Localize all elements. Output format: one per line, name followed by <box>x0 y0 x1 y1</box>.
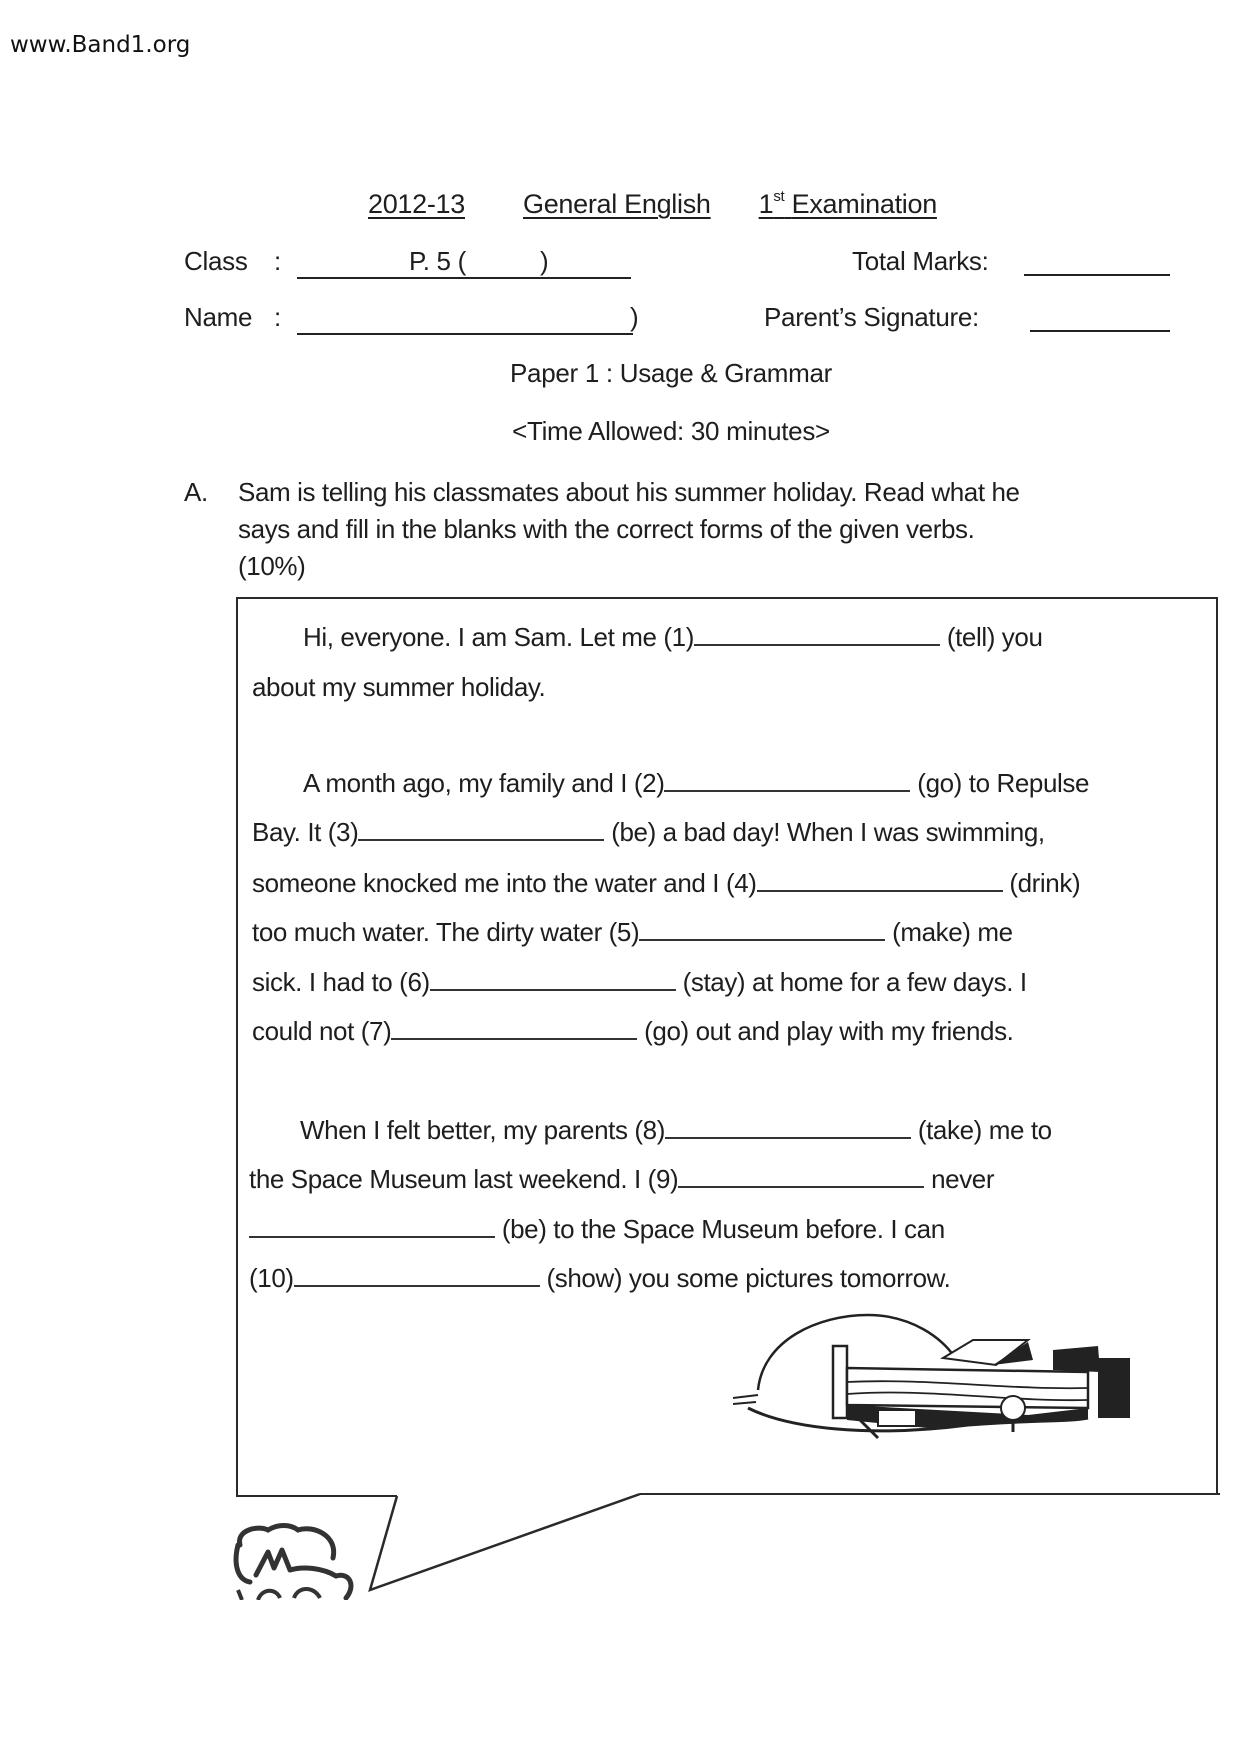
blank-2[interactable] <box>664 768 910 792</box>
blank-10[interactable] <box>294 1263 540 1287</box>
passage-line-1 <box>303 622 1043 653</box>
class-label: Class <box>184 246 248 276</box>
exam-name <box>759 188 937 220</box>
speech-bubble-bottom-right <box>640 1493 1220 1495</box>
passage-text: (show) you some pictures tomorrow. <box>539 1263 951 1293</box>
passage-text: sick. I had to (6) <box>252 967 430 997</box>
passage-line-11 <box>249 1214 945 1245</box>
class-value-close: ) <box>540 246 549 276</box>
name-colon: : <box>274 302 281 332</box>
blank-7[interactable] <box>391 1016 637 1040</box>
blank-3[interactable] <box>358 817 604 841</box>
blank-8[interactable] <box>665 1115 911 1139</box>
exam-subject: General English <box>523 189 711 219</box>
passage-line-6 <box>252 917 1013 948</box>
name-label: Name <box>184 302 253 332</box>
passage-line-9 <box>300 1115 1052 1146</box>
speech-bubble-bottom-left <box>236 1495 397 1497</box>
passage-text: (be) a bad day! When I was swimming, <box>604 817 1045 847</box>
passage-text: When I felt better, my parents (8) <box>300 1115 665 1145</box>
passage-text: (tell) you <box>940 622 1043 652</box>
blank-9b[interactable] <box>249 1214 495 1238</box>
passage-text: (make) me <box>885 917 1013 947</box>
exam-ordinal-suffix: st <box>773 188 785 205</box>
exam-word: Examination <box>791 189 937 219</box>
blank-9a[interactable] <box>678 1164 924 1188</box>
passage-line-3 <box>303 768 1089 799</box>
exam-ordinal: 1 <box>758 189 774 219</box>
blank-5[interactable] <box>639 917 885 941</box>
section-a-letter: A. <box>184 477 208 507</box>
passage-text: (be) to the Space Museum before. I can <box>495 1214 945 1244</box>
name-close: ) <box>630 302 639 332</box>
paper-title: Paper 1 : Usage & Grammar <box>510 358 832 388</box>
class-field[interactable] <box>297 277 631 279</box>
passage-text: A month ago, my family and I (2) <box>303 768 665 798</box>
passage-text: Hi, everyone. I am Sam. Let me (1) <box>303 622 694 652</box>
parent-signature-field[interactable] <box>1030 330 1170 332</box>
passage-line-12 <box>249 1263 950 1294</box>
passage-text: (go) out and play with my friends. <box>637 1016 1014 1046</box>
passage-line-2 <box>252 672 545 703</box>
passage-line-5 <box>252 868 1080 899</box>
passage-text: about my summer holiday. <box>252 672 546 702</box>
passage-line-4 <box>252 817 1045 848</box>
exam-year: 2012-13 <box>368 189 465 219</box>
blank-6[interactable] <box>430 967 676 991</box>
blank-1[interactable] <box>694 622 940 646</box>
passage-text: (take) me to <box>911 1115 1052 1145</box>
class-colon: : <box>274 246 281 276</box>
total-marks-field[interactable] <box>1024 274 1170 276</box>
name-field[interactable] <box>297 333 633 335</box>
total-marks-label: Total Marks: <box>852 246 989 276</box>
passage-text: too much water. The dirty water (5) <box>252 917 640 947</box>
parent-signature-label: Parent’s Signature: <box>764 302 979 332</box>
passage-text: could not (7) <box>252 1016 392 1046</box>
passage-line-8 <box>252 1016 1014 1047</box>
time-allowed: <Time Allowed: 30 minutes> <box>512 416 830 446</box>
passage-text: Bay. It (3) <box>252 817 359 847</box>
section-a-instruction-line-2: says and fill in the blanks with the correct forms of the given verbs. <box>238 514 975 544</box>
space-museum-illustration-icon <box>728 1310 1138 1440</box>
passage-text: (go) to Repulse <box>910 768 1090 798</box>
passage-text: the Space Museum last weekend. I (9) <box>249 1164 679 1194</box>
boy-cartoon-icon <box>228 1520 363 1600</box>
exam-title <box>368 188 937 220</box>
passage-text: (stay) at home for a few days. I <box>675 967 1027 997</box>
passage-line-10 <box>249 1164 994 1195</box>
passage-text: someone knocked me into the water and I (4) <box>252 868 757 898</box>
watermark[interactable]: www.Band1.org <box>10 32 191 58</box>
passage-text: (drink) <box>1002 868 1081 898</box>
section-a-instruction-line-1: Sam is telling his classmates about his summer holiday. Read what he <box>238 477 1020 507</box>
class-value: P. 5 ( <box>409 246 466 276</box>
passage-text: never <box>924 1164 995 1194</box>
passage-line-7 <box>252 967 1027 998</box>
blank-4[interactable] <box>757 868 1003 892</box>
passage-text: (10) <box>249 1263 294 1293</box>
section-a-instruction-line-3: (10%) <box>238 551 306 581</box>
